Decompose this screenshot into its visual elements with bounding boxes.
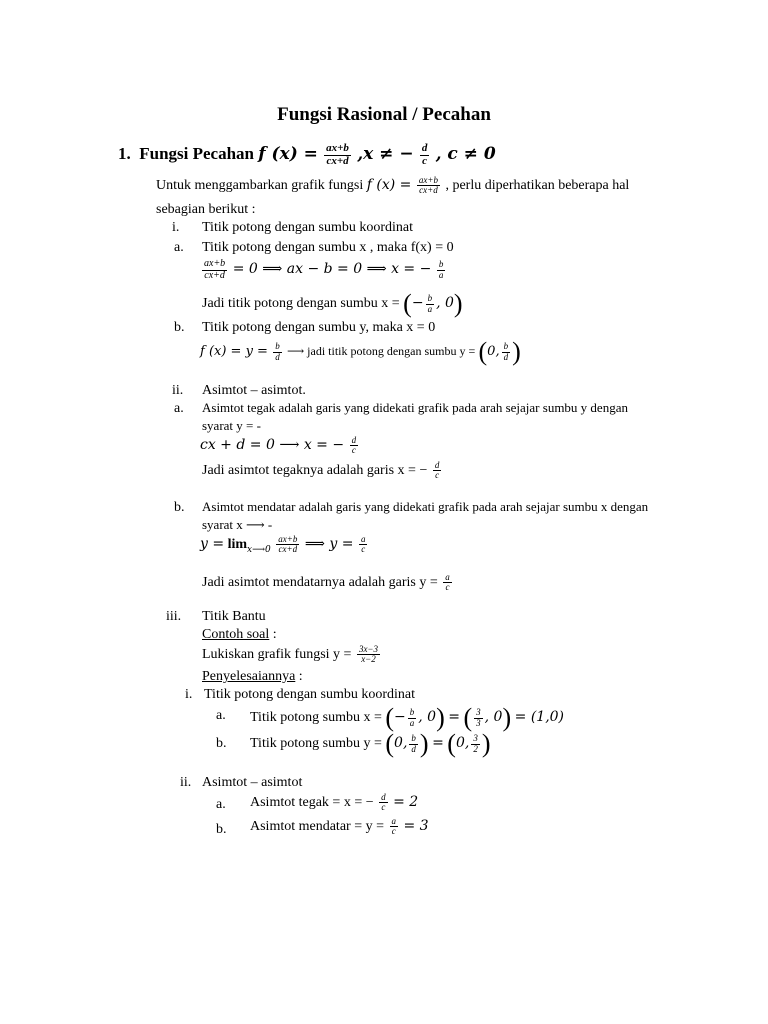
part-iii-heading: Titik Bantu xyxy=(202,609,266,624)
part-ii-heading: Asimtot – asimtot. xyxy=(202,383,306,398)
intro-line-2: sebagian berikut : xyxy=(156,202,256,217)
intro-line-1: Untuk menggambarkan grafik fungsi f (x) = $\frac{ax+b}{cx+d}$ , perlu diperhatikan beberapa hal xyxy=(156,175,630,196)
section-number: 1. xyxy=(118,143,131,163)
part-i-b-text: Titik potong dengan sumbu y, maka x = 0 xyxy=(202,320,436,335)
solution-a-equation: Titik potong sumbu x = (− $\frac{b}{a}$ , 0) = ( $\frac{3}{3}$ , 0) = (1,0) xyxy=(250,703,565,732)
part-ii-b-text-1: Asimtot mendatar adalah garis yang didekati grafik pada arah sejajar sumbu x dengan xyxy=(202,499,649,514)
function-notation: f (x) = xyxy=(258,143,318,164)
solution-a-label: a. xyxy=(216,708,226,723)
part-ii-b-label: b. xyxy=(174,500,185,515)
section-label: Fungsi Pecahan xyxy=(139,143,255,163)
solution-i-heading: Titik potong dengan sumbu koordinat xyxy=(204,687,416,702)
solution-i-number: i. xyxy=(185,687,193,702)
part-ii-b-result: Jadi asimtot mendatarnya adalah garis y = $\frac{a}{c}$ xyxy=(202,572,450,593)
function-fraction: $\frac{ax+b}{cx+d}$ xyxy=(326,142,349,167)
domain-fraction: $\frac{d}{c}$ xyxy=(421,142,428,167)
solution-b-label: b. xyxy=(216,736,227,751)
part-i-a-result: Jadi titik potong dengan sumbu x = (− $\frac{b}{a}$ , 0) xyxy=(202,289,463,318)
part-i-b-label: b. xyxy=(174,320,185,335)
example-problem: Lukiskan grafik fungsi y = $\frac{3x-3}{x-2}$ xyxy=(202,644,379,665)
example-heading: Contoh soal : xyxy=(202,627,277,642)
section-1-heading xyxy=(118,143,496,167)
page-title: Fungsi Rasional / Pecahan xyxy=(277,104,491,125)
part-ii-a-result: Jadi asimtot tegaknya adalah garis x = − $\frac{d}{c}$ xyxy=(202,460,440,481)
domain-condition-c: , c ≠ 0 xyxy=(435,143,496,164)
solution-b-equation: Titik potong sumbu y = (0, $\frac{b}{d}$ ) = (0, $\frac{3}{2}$ ) xyxy=(250,729,491,758)
solution-ii-number: ii. xyxy=(180,775,192,790)
solution-ii-b-label: b. xyxy=(216,822,227,837)
solution-ii-heading: Asimtot – asimtot xyxy=(202,775,303,790)
part-i-a-label: a. xyxy=(174,240,184,255)
domain-condition-x: ,x ≠ − xyxy=(357,143,414,164)
part-iii-number: iii. xyxy=(166,609,182,624)
part-ii-a-label: a. xyxy=(174,401,184,416)
part-ii-a-text-2: syarat y = - xyxy=(202,418,261,433)
part-i-number: i. xyxy=(172,220,180,235)
part-i-a-text: Titik potong dengan sumbu x , maka f(x) = 0 xyxy=(202,240,454,255)
solution-heading: Penyelesaiannya : xyxy=(202,669,303,684)
solution-ii-a-label: a. xyxy=(216,797,226,812)
part-ii-b-text-2: syarat x ⟶ - xyxy=(202,517,273,532)
intro-fraction: $\frac{ax+b}{cx+d}$ xyxy=(418,175,438,196)
part-ii-a-equation: cx + d = 0 ⟶ x = − $\frac{d}{c}$ xyxy=(200,435,357,456)
part-ii-a-text-1: Asimtot tegak adalah garis yang didekati grafik pada arah sejajar sumbu y dengan xyxy=(202,400,628,415)
part-ii-number: ii. xyxy=(172,383,184,398)
solution-ii-a-equation: Asimtot tegak = x = − $\frac{d}{c}$ = 2 xyxy=(250,792,419,813)
part-i-heading: Titik potong dengan sumbu koordinat xyxy=(202,220,414,235)
part-i-b-equation: f (x) = y = $\frac{b}{d}$ ⟶ jadi titik potong dengan sumbu y = (0, $\frac{b}{d}$ ) xyxy=(200,337,521,366)
part-i-a-equation: $\frac{ax+b}{cx+d}$ = 0 ⟹ ax − b = 0 ⟹ x = − $\frac{b}{a}$ xyxy=(204,258,444,281)
solution-ii-b-equation: Asimtot mendatar = y = $\frac{a}{c}$ = 3 xyxy=(250,816,429,837)
part-ii-b-equation: $y = \lim_{x⟶0}$ $\frac{ax+b}{cx+d}$ ⟹ y = $\frac{a}{c}$ xyxy=(200,534,366,555)
